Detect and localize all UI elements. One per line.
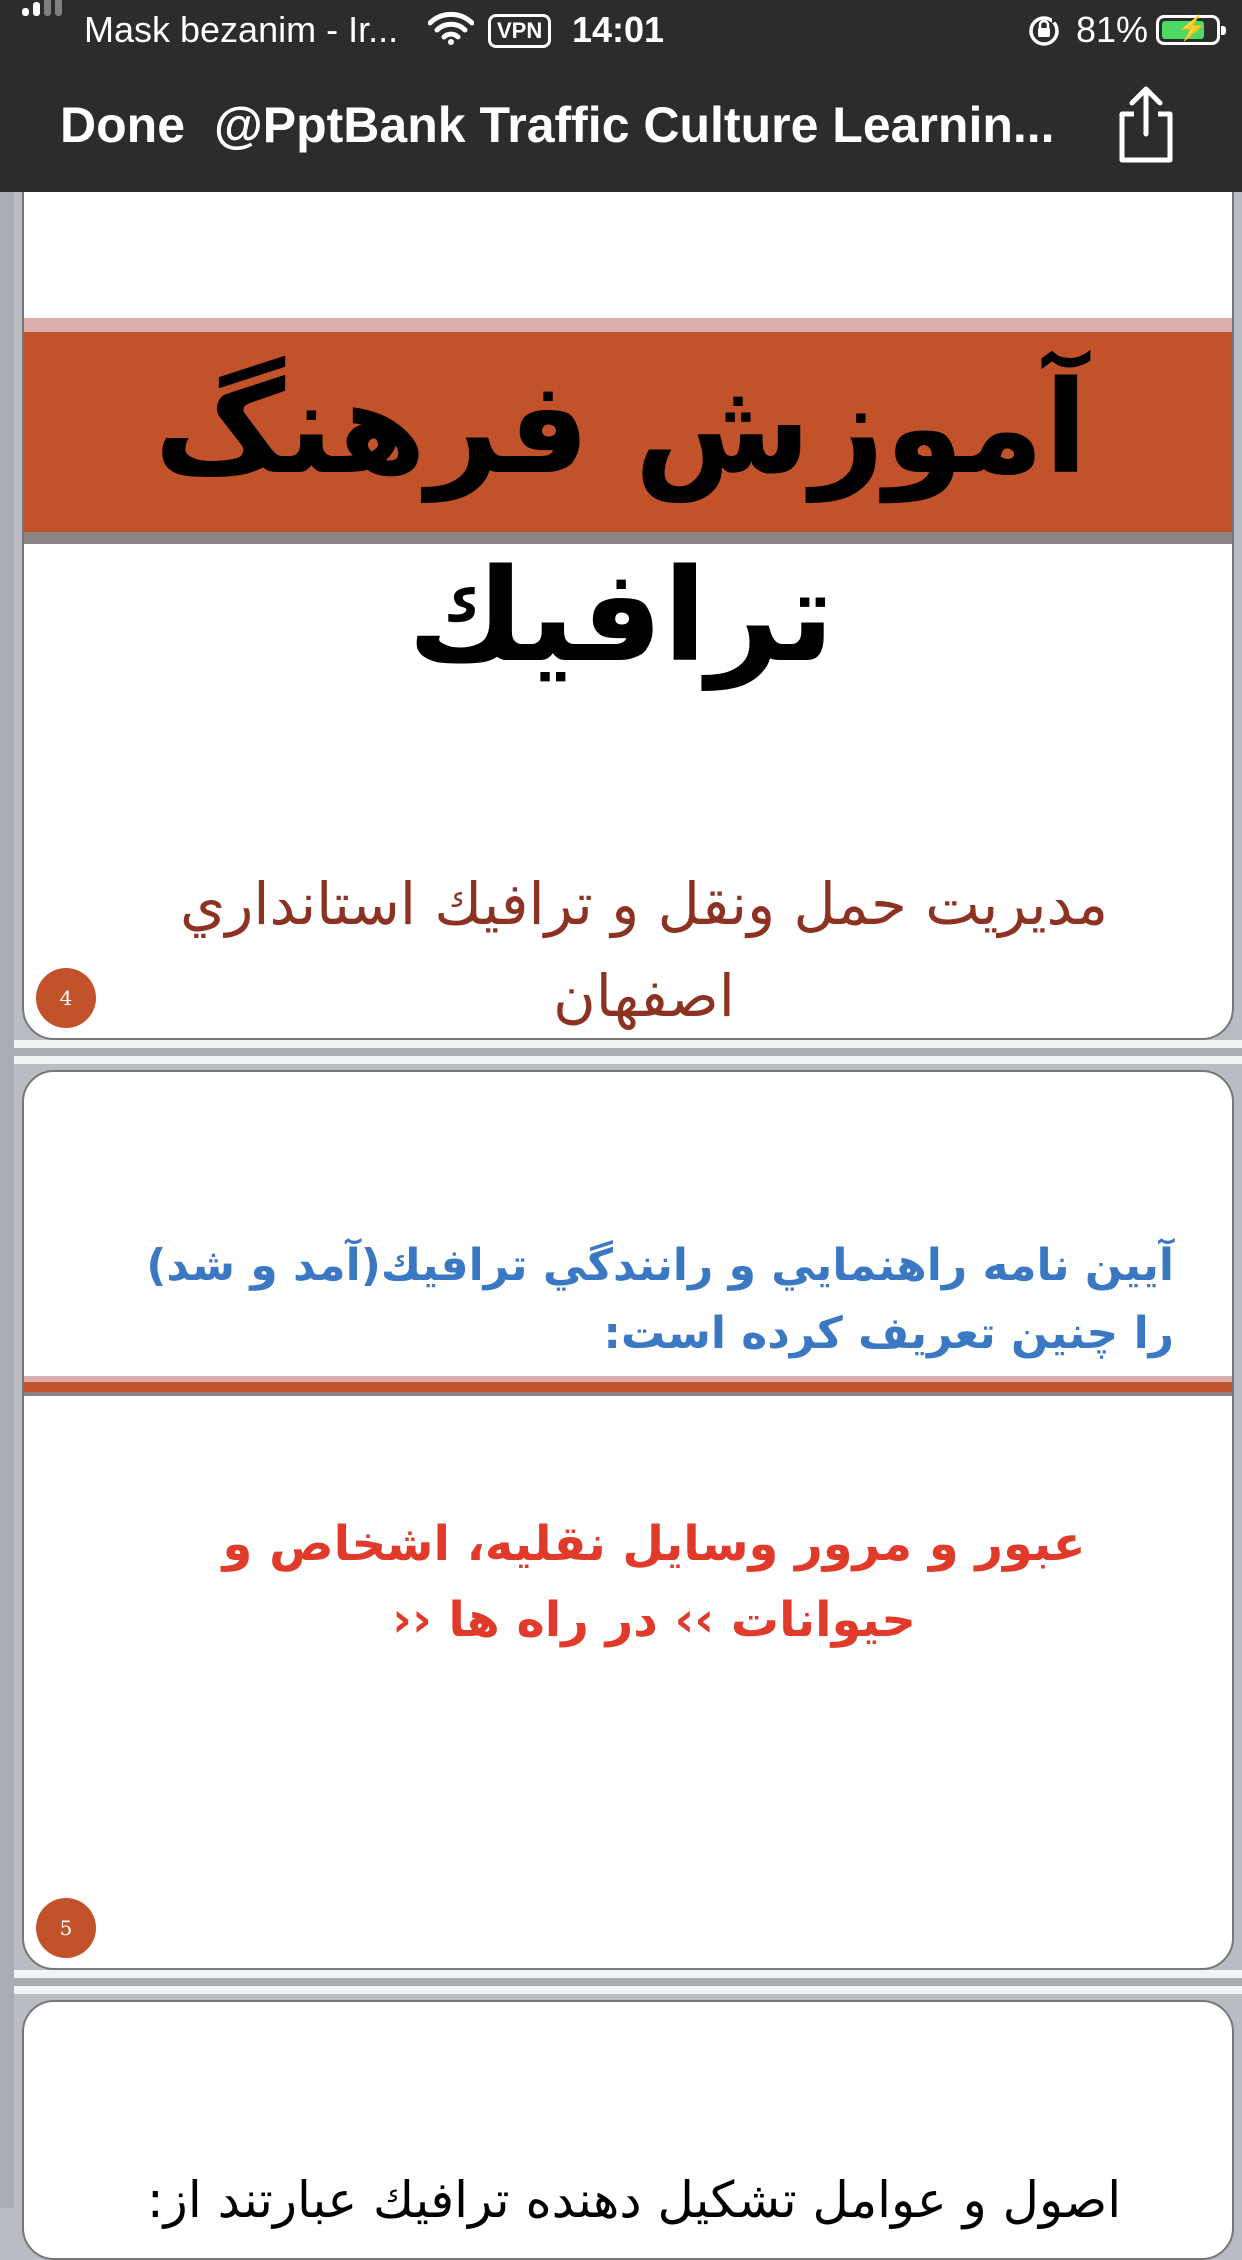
slide-number-badge: 5 [36, 1898, 96, 1958]
left-edge-strip [0, 0, 14, 2208]
slide-4 [22, 120, 1234, 1040]
slide-text: اصول و عوامل تشكيل دهنده ترافيك عبارتند از: [146, 2171, 1122, 2229]
slide-title-line1: آموزش فرهنگ [154, 354, 1088, 503]
slide-title-line2: ترافيك [407, 542, 835, 691]
slide-5 [22, 1070, 1234, 1970]
heading-rule-bottom [22, 1392, 1234, 1396]
nav-row [0, 90, 1242, 160]
carrier-label: Mask bezanim - Ir... [84, 9, 399, 50]
title-banner-top-stripe [22, 318, 1234, 332]
slide-6 [22, 2000, 1234, 2260]
slide-separator [14, 1040, 1242, 1064]
slide-heading: آيين نامه راهنمايي و رانندگي ترافيك(آمد و شد) را چنين تعريف كرده است: [146, 1240, 1174, 1359]
slide-number-badge: 4 [36, 968, 96, 1028]
done-button[interactable]: Done [60, 97, 185, 153]
clock: 14:01 [572, 9, 665, 50]
viewer-top-bar [0, 0, 1242, 192]
share-icon[interactable] [1112, 84, 1180, 164]
heading-rule [22, 1382, 1234, 1392]
slide-subtitle: مديريت حمل ونقل و ترافيك استانداري اصفهان [179, 870, 1109, 1030]
document-title: @PptBank Traffic Culture Learnin... [214, 97, 1055, 153]
rotation-lock-icon [1026, 13, 1062, 58]
wifi-icon [428, 12, 474, 55]
battery-percent: 81% [1076, 9, 1149, 50]
slide-quote: عبور و مرور وسايل نقليه، اشخاص و حيوانات ›› در راه ها ‹‹ [222, 1516, 1086, 1648]
vpn-badge: VPN [488, 14, 551, 48]
slide-separator [14, 1970, 1242, 1994]
battery-icon: ⚡ [1156, 15, 1220, 45]
status-bar [0, 0, 1242, 62]
